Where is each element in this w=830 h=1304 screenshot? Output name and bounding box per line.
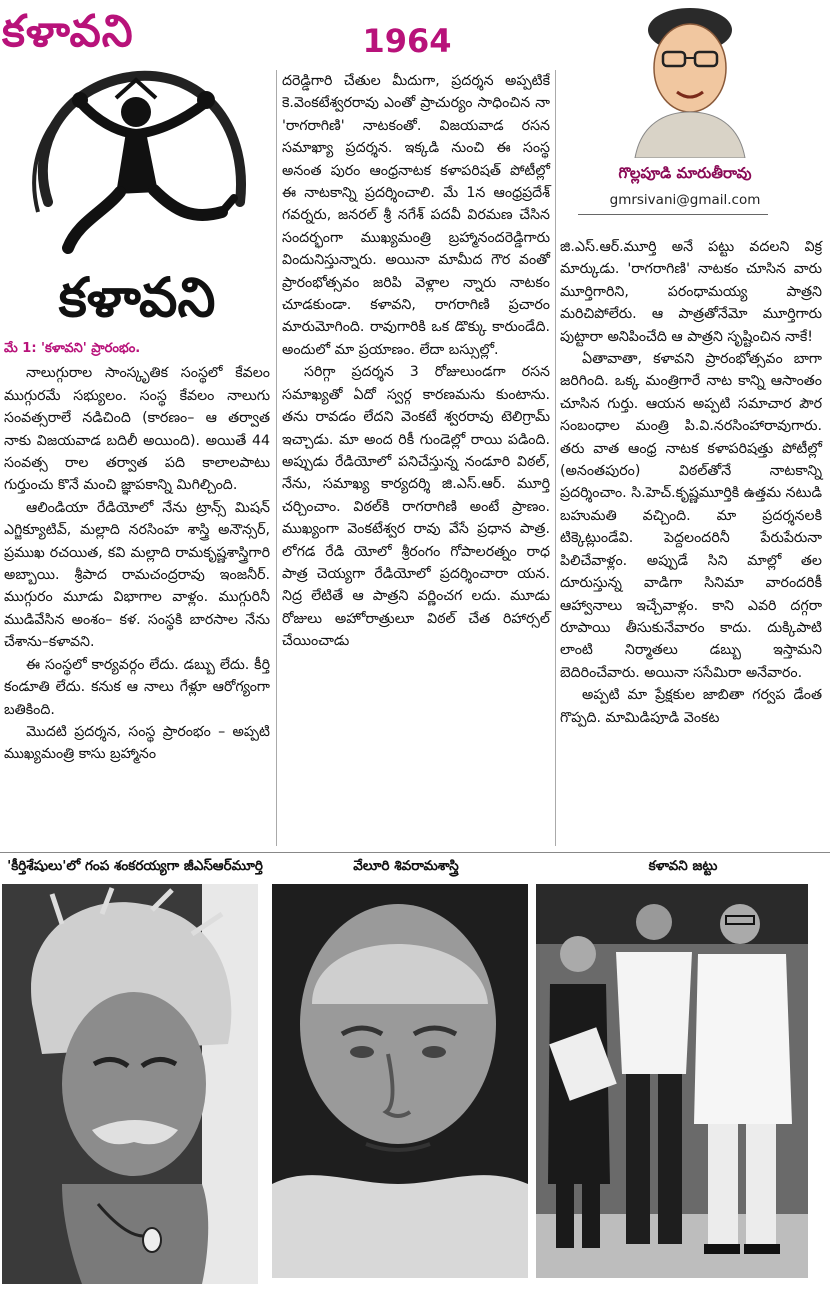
paragraph: సరిగ్గా ప్రదర్శన 3 రోజులుండగా రసన సమాఖ్యతో ఏదో స్వర్గ కారణమను కుంటాను. తను రావడం లేదని వెంకటే శ్వరరావు టెలిగ్రామ్ ఇచ్చాడు. మా అంద రికీ గుండెల్లో రాయి పడింది. అప్పుడు రేడియోలో పనిచేస్తున్న నండూరి విఠల్, నేను, సమాఖ్య కార్యదర్శి జి.ఎస్.ఆర్. మూర్తి చర్చించాం. విఠల్‌కి రాగరాగిణి అంటే ప్రాణం. ముఖ్యంగా వెంకటేశ్వర రావు వేసే ప్రధాన పాత్ర. లోగడ రేడి యోలో శ్రీరంగం గోపాలరత్నం రాధ పాత్ర చెయ్యగా రేడియోలో ప్రదర్శించారా యన. నిద్ర లేటితే ఆ పాత్రని వర్ణించగ లదు. మూడు రోజులు అహోరాత్రులూ విఠల్ చేత రిహార్సల్ చేయించాడు: [282, 364, 550, 650]
year-heading: 1964: [362, 22, 452, 60]
byline-rule: [578, 214, 768, 215]
paragraph: ఏతావాతా, కళావని ప్రారంభోత్సవం బాగా జరిగింది. ఒక్క మంత్రిగారే నాట కాన్ని ఆసాంతం చూసిన గుర్తు. ఆయన అప్పటి సమాచార పౌర సంబంధాల మంత్రి పి.వి.నరసింహారావుగారు. తరు వాత ఆంధ్ర నాటక కళాపరిషత్తు పోటీల్లో (అనంతపురం) విఠల్‌తోనే నాటకాన్ని ప్రదర్శించాం. సి.హెచ్.కృష్ణమూర్తికి ఉత్తమ నటుడి బహుమతి వచ్చింది. మా ప్రదర్శనలకి టిక్కెట్లుండేవి. పెద్దలందరినీ పేరుపేరునా పిలిచేవాళ్లం. అప్పుడే సిని మాల్లో తల దూరుస్తున్న వాడిగా సినిమా వారందరికీ ఆహ్వానాలు ఇచ్చేవాళ్లం. కాని ఎవరి దగ్గరా రూపాయి తీసుకునేవారం కాదు. దుక్కిపాటి లాంటి నిర్మాతలు డబ్బు ఇస్తామని బెదిరించేవారు. అయినా ససేమిరా అనేవారం.: [560, 351, 822, 681]
article-column-1: [4, 338, 270, 766]
photo-gsr-murthy-as-character: [2, 884, 258, 1284]
paragraph: అప్పటి మా ప్రేక్షకుల జాబితా గర్వప డేంత గొప్పది. మామిడిపూడి వెంకట: [560, 687, 822, 726]
article-column-2: [282, 70, 550, 653]
paragraph: ఈ సంస్థలో కార్యవర్గం లేదు. డబ్బు లేదు. కీర్తి కండూతి లేదు. కనుక ఆ నాలు గేళ్లూ ఆరోగ్యంగా బతికింది.: [4, 656, 270, 718]
masthead-title: కళావని: [2, 6, 134, 57]
column-divider: [555, 70, 556, 846]
paragraph: ఆలిండియా రేడియోలో నేను ట్రాన్స్ మిషన్ ఎగ్జిక్యూటివ్, మల్లాది నరసింహ శాస్త్రి అనౌన్సర్, ప్రముఖ రచయిత, కవి మల్లాది రామకృష్ణశాస్త్రిగారి అబ్బాయి. శ్రీపాద రామచంద్రరావు ఇంజనీర్. ముగ్గురం మూడు విభాగాల వాళ్లం. ముగ్గురినీ ముడివేసిన అంశం– కళ. సంస్థకి బారసాల నేను చేశాను–కళావని.: [4, 499, 270, 651]
photo-caption-2: వేలూరి శివరామశాస్త్రి: [353, 858, 459, 874]
column-divider: [276, 70, 277, 846]
logo-lettering: కళావని: [58, 266, 216, 329]
paragraph: దరెడ్డిగారి చేతుల మీదుగా, ప్రదర్శన అప్పటికే కె.వెంకటేశ్వరరావు ఎంతో ప్రాచుర్యం సాధించిన నా 'రాగరాగిణి' నాటకంతో. విజయవాడ రసన సమాఖ్యా ప్రదర్శన. ఇక్కడి నుంచి ఈ సంస్థ అనంత పురం ఆంధ్రనాటక కళాపరిషత్ పోటీల్లో ఈ నాటకాన్ని ప్రదర్శించాలి. మే 1న ఆంధ్రప్రదేశ్ గవర్నరు, జనరల్ శ్రీ నగేశ్ పదవీ విరమణ చేసిన సందర్భంగా ముఖ్యమంత్రి బ్రహ్మానందరెడ్డిగారు విందునిస్తున్నారు. అయినా మామీద గౌర వంతో ప్రారంభోత్సవం జరిపి వెళ్లాల న్నారు నాటకం చూడకుండా. కళావని, రాగరాగిణి ప్రచారం మారుమోగింది. రావుగారికి ఒక డొక్కు కారుండేది. అందులో మా ప్రయాణం. లేదా బస్సుల్లో.: [282, 73, 550, 358]
kalavani-logo-dancer: [8, 62, 266, 330]
paragraph: మొదటి ప్రదర్శన, సంస్థ ప్రారంభం – అప్పటి ముఖ్యమంత్రి కాసు బ్రహ్మానం: [4, 723, 270, 763]
photo-caption-3: కళావని జట్టు: [648, 858, 718, 874]
author-name: గొల్లపూడి మారుతీరావు: [618, 164, 752, 182]
paragraph: జి.ఎస్.ఆర్.మూర్తి అనే పట్టు వదలని విక్ర మార్కుడు. 'రాగరాగిణి' నాటకం చూసిన వారు మూర్తిగారిని, పరంధామయ్య పాత్రని మరిచిపోలేరు. ఆ పాత్రతోనేమో మూర్తిగారు పుట్టారా అనిపించేది ఆ పాత్రని సృష్టించిన నాకే!: [560, 239, 822, 345]
paragraph: నాలుగ్గురాల సాంస్కృతిక సంస్థలో కేవలం ముగ్గురమే సభ్యులం. సంస్థ కేవలం నాలుగు సంవత్సరాలే నడిచింది (కారణం– ఆ తర్వాత నాకు విజయవాడ బదిలీ అయింది). అయితే 44 సంవత్స రాల తర్వాత పది కాలాలపాటు గుర్తుంచు కొనే మంచి జ్ఞాపకాన్ని మిగిల్చింది.: [4, 365, 270, 494]
photo-caption-1: 'కీర్తిశేషులు'లో గంప శంకరయ్యగా జీఎస్‌ఆర్‌మూర్తి: [7, 858, 263, 874]
author-email: gmrsivani@gmail.com: [609, 192, 761, 208]
section-rule: [0, 852, 830, 853]
photo-veluri-sivaramasastri: [272, 884, 528, 1278]
photo-kalavani-team: [536, 884, 808, 1278]
article-subheading: మే 1: 'కళావని' ప్రారంభం.: [4, 341, 141, 356]
article-column-3: [560, 236, 822, 729]
author-caricature: [605, 0, 775, 158]
